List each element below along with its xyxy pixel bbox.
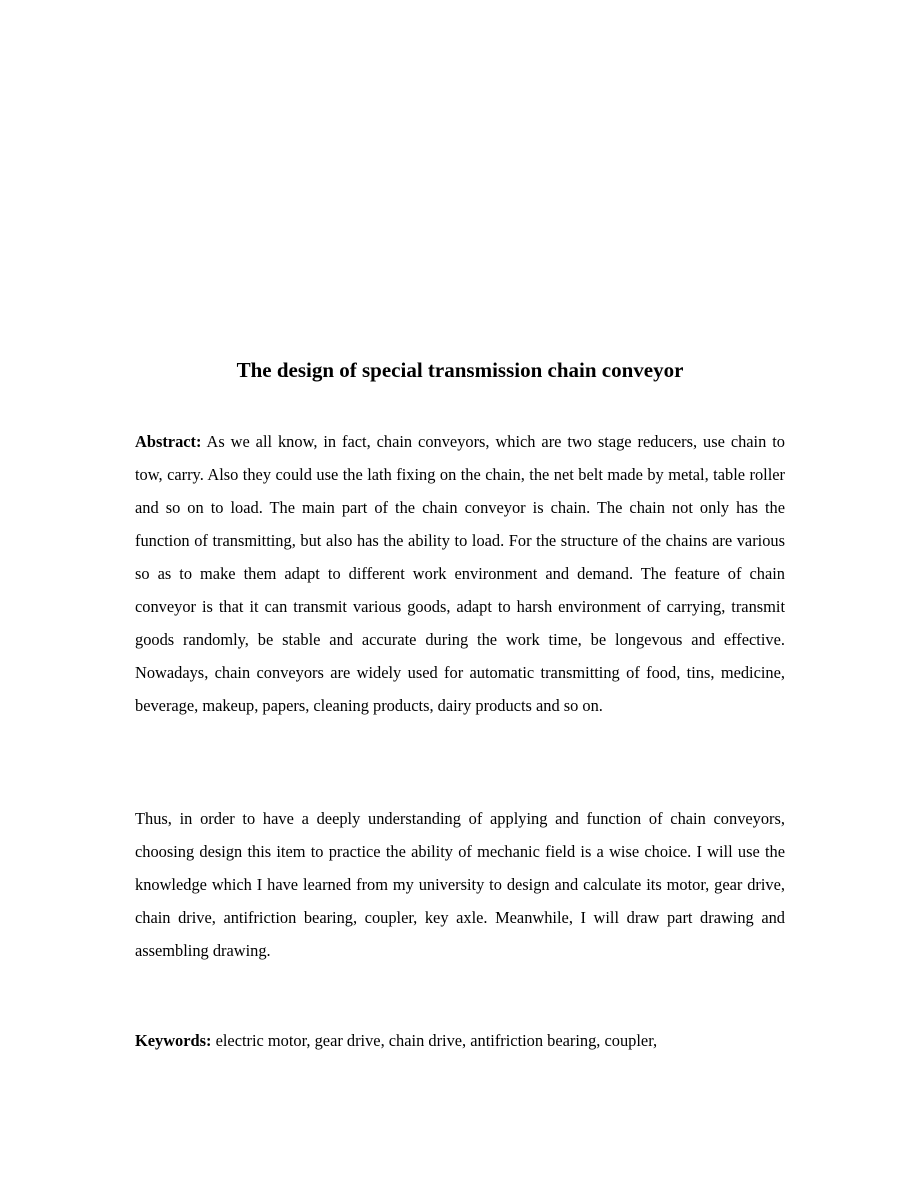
- keywords-paragraph: [135, 1024, 785, 1057]
- keywords-label: Keywords:: [135, 1031, 212, 1050]
- abstract-paragraph: [135, 425, 785, 722]
- abstract-text: As we all know, in fact, chain conveyors, which are two stage reducers, use chain to tow, carry. Also they could use the lath fixing on the chain, the net belt made by metal, table roller and so on to load. The main part of the chain conveyor is chain. The chain not only has the function of transmitting, but also has the ability to load. For the structure of the chains are various so as to make them adapt to different work environment and demand. The feature of chain conveyor is that it can transmit various goods, adapt to harsh environment of carrying, transmit goods randomly, be stable and accurate during the work time, be longevous and effective. Nowadays, chain conveyors are widely used for automatic transmitting of food, tins, medicine, beverage, makeup, papers, cleaning products, dairy products and so on.: [135, 432, 785, 715]
- abstract-label: Abstract:: [135, 432, 202, 451]
- body-paragraph: Thus, in order to have a deeply understanding of applying and function of chain conveyors, choosing design this item to practice the ability of mechanic field is a wise choice. I will use the knowledge which I have learned from my university to design and calculate its motor, gear drive, chain drive, antifriction bearing, coupler, key axle. Meanwhile, I will draw part drawing and assembling drawing.: [135, 809, 785, 960]
- document-title: The design of special transmission chain conveyor: [236, 358, 684, 382]
- keywords-text: electric motor, gear drive, chain drive, antifriction bearing, coupler,: [215, 1031, 658, 1050]
